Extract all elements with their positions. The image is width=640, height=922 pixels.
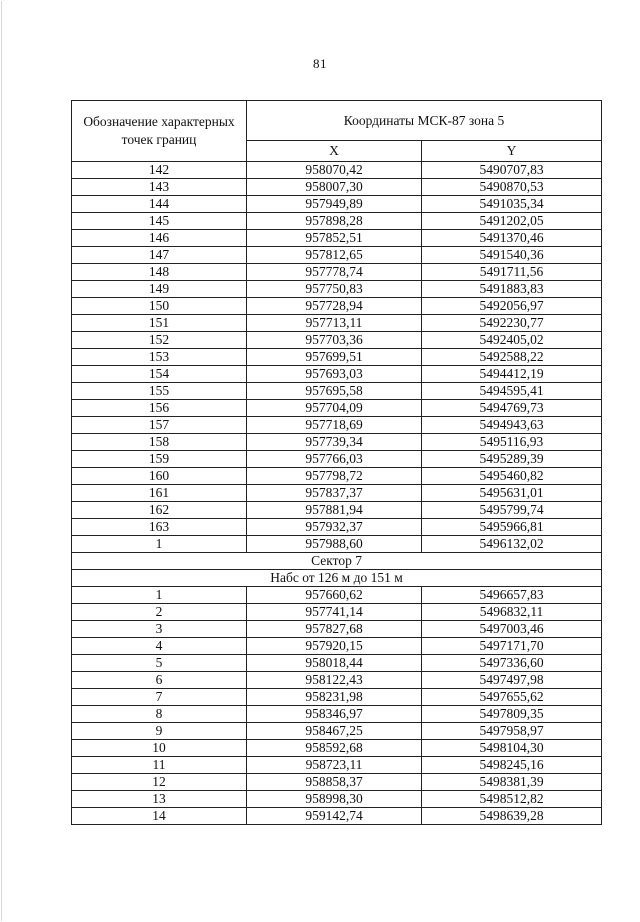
table-row <box>72 621 602 638</box>
table-row <box>72 655 602 672</box>
coord-x: 957778,74 <box>247 264 422 281</box>
point-number: 150 <box>72 298 247 315</box>
coord-x: 957741,14 <box>247 604 422 621</box>
coord-y: 5495116,93 <box>422 434 602 451</box>
point-number: 156 <box>72 400 247 417</box>
point-number: 157 <box>72 417 247 434</box>
table-row <box>72 468 602 485</box>
coord-x: 958858,37 <box>247 774 422 791</box>
coord-y: 5496657,83 <box>422 587 602 604</box>
coord-y: 5495799,74 <box>422 502 602 519</box>
coord-y: 5494412,19 <box>422 366 602 383</box>
coord-y: 5495631,01 <box>422 485 602 502</box>
coord-x: 957837,37 <box>247 485 422 502</box>
point-number: 5 <box>72 655 247 672</box>
point-number: 151 <box>72 315 247 332</box>
sector-subtitle: Набс от 126 м до 151 м <box>72 570 602 587</box>
coord-y: 5494943,63 <box>422 417 602 434</box>
coord-y: 5498245,16 <box>422 757 602 774</box>
coord-x: 957881,94 <box>247 502 422 519</box>
coord-x: 957660,62 <box>247 587 422 604</box>
coord-x: 958467,25 <box>247 723 422 740</box>
table-row <box>72 791 602 808</box>
point-number: 142 <box>72 162 247 179</box>
point-number: 161 <box>72 485 247 502</box>
coord-x: 958007,30 <box>247 179 422 196</box>
coord-x: 957693,03 <box>247 366 422 383</box>
point-number: 159 <box>72 451 247 468</box>
coord-y: 5495966,81 <box>422 519 602 536</box>
coord-x: 957949,89 <box>247 196 422 213</box>
coord-y: 5495460,82 <box>422 468 602 485</box>
coord-y: 5492230,77 <box>422 315 602 332</box>
table-row <box>72 196 602 213</box>
coord-x: 957812,65 <box>247 247 422 264</box>
table-row <box>72 230 602 247</box>
coord-x: 957704,09 <box>247 400 422 417</box>
coord-y: 5497655,62 <box>422 689 602 706</box>
coord-y: 5490870,53 <box>422 179 602 196</box>
point-number: 1 <box>72 536 247 553</box>
table-row <box>72 485 602 502</box>
point-number: 154 <box>72 366 247 383</box>
header-x: X <box>247 141 422 162</box>
coord-y: 5498104,30 <box>422 740 602 757</box>
coord-x: 958122,43 <box>247 672 422 689</box>
table-row <box>72 774 602 791</box>
table-row <box>72 757 602 774</box>
table-row <box>72 247 602 264</box>
table-row <box>72 179 602 196</box>
coord-y: 5495289,39 <box>422 451 602 468</box>
point-number: 158 <box>72 434 247 451</box>
table-header-row <box>72 101 602 141</box>
point-number: 2 <box>72 604 247 621</box>
table-row <box>72 689 602 706</box>
table-row <box>72 281 602 298</box>
point-number: 146 <box>72 230 247 247</box>
point-number: 9 <box>72 723 247 740</box>
coord-y: 5492588,22 <box>422 349 602 366</box>
coord-x: 957703,36 <box>247 332 422 349</box>
point-number: 145 <box>72 213 247 230</box>
coord-y: 5494769,73 <box>422 400 602 417</box>
table-row <box>72 366 602 383</box>
point-number: 8 <box>72 706 247 723</box>
coord-y: 5494595,41 <box>422 383 602 400</box>
coord-y: 5498639,28 <box>422 808 602 825</box>
table-row <box>72 434 602 451</box>
table-row <box>72 298 602 315</box>
coord-x: 957920,15 <box>247 638 422 655</box>
coord-y: 5492405,02 <box>422 332 602 349</box>
table-row <box>72 706 602 723</box>
coord-x: 957750,83 <box>247 281 422 298</box>
coord-x: 957827,68 <box>247 621 422 638</box>
coord-x: 957898,28 <box>247 213 422 230</box>
point-number: 4 <box>72 638 247 655</box>
point-number: 155 <box>72 383 247 400</box>
coordinates-table <box>71 100 602 825</box>
table-row <box>72 332 602 349</box>
coord-y: 5497003,46 <box>422 621 602 638</box>
table-row <box>72 723 602 740</box>
coord-x: 958998,30 <box>247 791 422 808</box>
point-number: 147 <box>72 247 247 264</box>
table-row <box>72 519 602 536</box>
table-row <box>72 315 602 332</box>
coord-x: 957988,60 <box>247 536 422 553</box>
coord-x: 957713,11 <box>247 315 422 332</box>
coord-x: 957718,69 <box>247 417 422 434</box>
point-number: 148 <box>72 264 247 281</box>
table-row <box>72 740 602 757</box>
point-number: 160 <box>72 468 247 485</box>
table-row <box>72 638 602 655</box>
header-coords: Координаты МСК-87 зона 5 <box>247 101 602 141</box>
point-number: 149 <box>72 281 247 298</box>
coord-x: 958592,68 <box>247 740 422 757</box>
coord-y: 5497171,70 <box>422 638 602 655</box>
table-row <box>72 451 602 468</box>
sector-title-row <box>72 553 602 570</box>
point-number: 3 <box>72 621 247 638</box>
coord-x: 957739,34 <box>247 434 422 451</box>
table-row <box>72 162 602 179</box>
coord-x: 957932,37 <box>247 519 422 536</box>
coord-x: 958723,11 <box>247 757 422 774</box>
coord-x: 957798,72 <box>247 468 422 485</box>
table-row <box>72 808 602 825</box>
table-row <box>72 417 602 434</box>
table-row <box>72 400 602 417</box>
coord-x: 958070,42 <box>247 162 422 179</box>
header-points: Обозначение характерных точек границ <box>72 101 247 162</box>
table-row <box>72 349 602 366</box>
coord-y: 5491370,46 <box>422 230 602 247</box>
coord-y: 5491711,56 <box>422 264 602 281</box>
point-number: 163 <box>72 519 247 536</box>
point-number: 13 <box>72 791 247 808</box>
coord-y: 5496132,02 <box>422 536 602 553</box>
point-number: 11 <box>72 757 247 774</box>
page-number: 81 <box>313 56 327 71</box>
sector-title: Сектор 7 <box>72 553 602 570</box>
point-number: 10 <box>72 740 247 757</box>
table-row <box>72 536 602 553</box>
coord-y: 5497497,98 <box>422 672 602 689</box>
coord-y: 5491883,83 <box>422 281 602 298</box>
coord-y: 5490707,83 <box>422 162 602 179</box>
coord-y: 5491540,36 <box>422 247 602 264</box>
point-number: 12 <box>72 774 247 791</box>
coord-x: 957766,03 <box>247 451 422 468</box>
coord-y: 5496832,11 <box>422 604 602 621</box>
table-row <box>72 264 602 281</box>
point-number: 7 <box>72 689 247 706</box>
table-row <box>72 213 602 230</box>
point-number: 153 <box>72 349 247 366</box>
coord-y: 5497336,60 <box>422 655 602 672</box>
coord-x: 958346,97 <box>247 706 422 723</box>
coord-x: 958231,98 <box>247 689 422 706</box>
table-row <box>72 604 602 621</box>
point-number: 14 <box>72 808 247 825</box>
coord-y: 5498381,39 <box>422 774 602 791</box>
coord-y: 5492056,97 <box>422 298 602 315</box>
point-number: 162 <box>72 502 247 519</box>
point-number: 1 <box>72 587 247 604</box>
table-row <box>72 672 602 689</box>
point-number: 152 <box>72 332 247 349</box>
point-number: 6 <box>72 672 247 689</box>
coord-x: 958018,44 <box>247 655 422 672</box>
point-number: 144 <box>72 196 247 213</box>
coord-y: 5497958,97 <box>422 723 602 740</box>
coord-x: 957728,94 <box>247 298 422 315</box>
coord-y: 5491035,34 <box>422 196 602 213</box>
coord-x: 957852,51 <box>247 230 422 247</box>
coord-y: 5491202,05 <box>422 213 602 230</box>
coord-y: 5497809,35 <box>422 706 602 723</box>
coord-y: 5498512,82 <box>422 791 602 808</box>
coord-x: 957695,58 <box>247 383 422 400</box>
point-number: 143 <box>72 179 247 196</box>
sector-subtitle-row <box>72 570 602 587</box>
table-row <box>72 383 602 400</box>
table-row <box>72 587 602 604</box>
coord-x: 959142,74 <box>247 808 422 825</box>
header-y: Y <box>422 141 602 162</box>
coord-x: 957699,51 <box>247 349 422 366</box>
table-row <box>72 502 602 519</box>
